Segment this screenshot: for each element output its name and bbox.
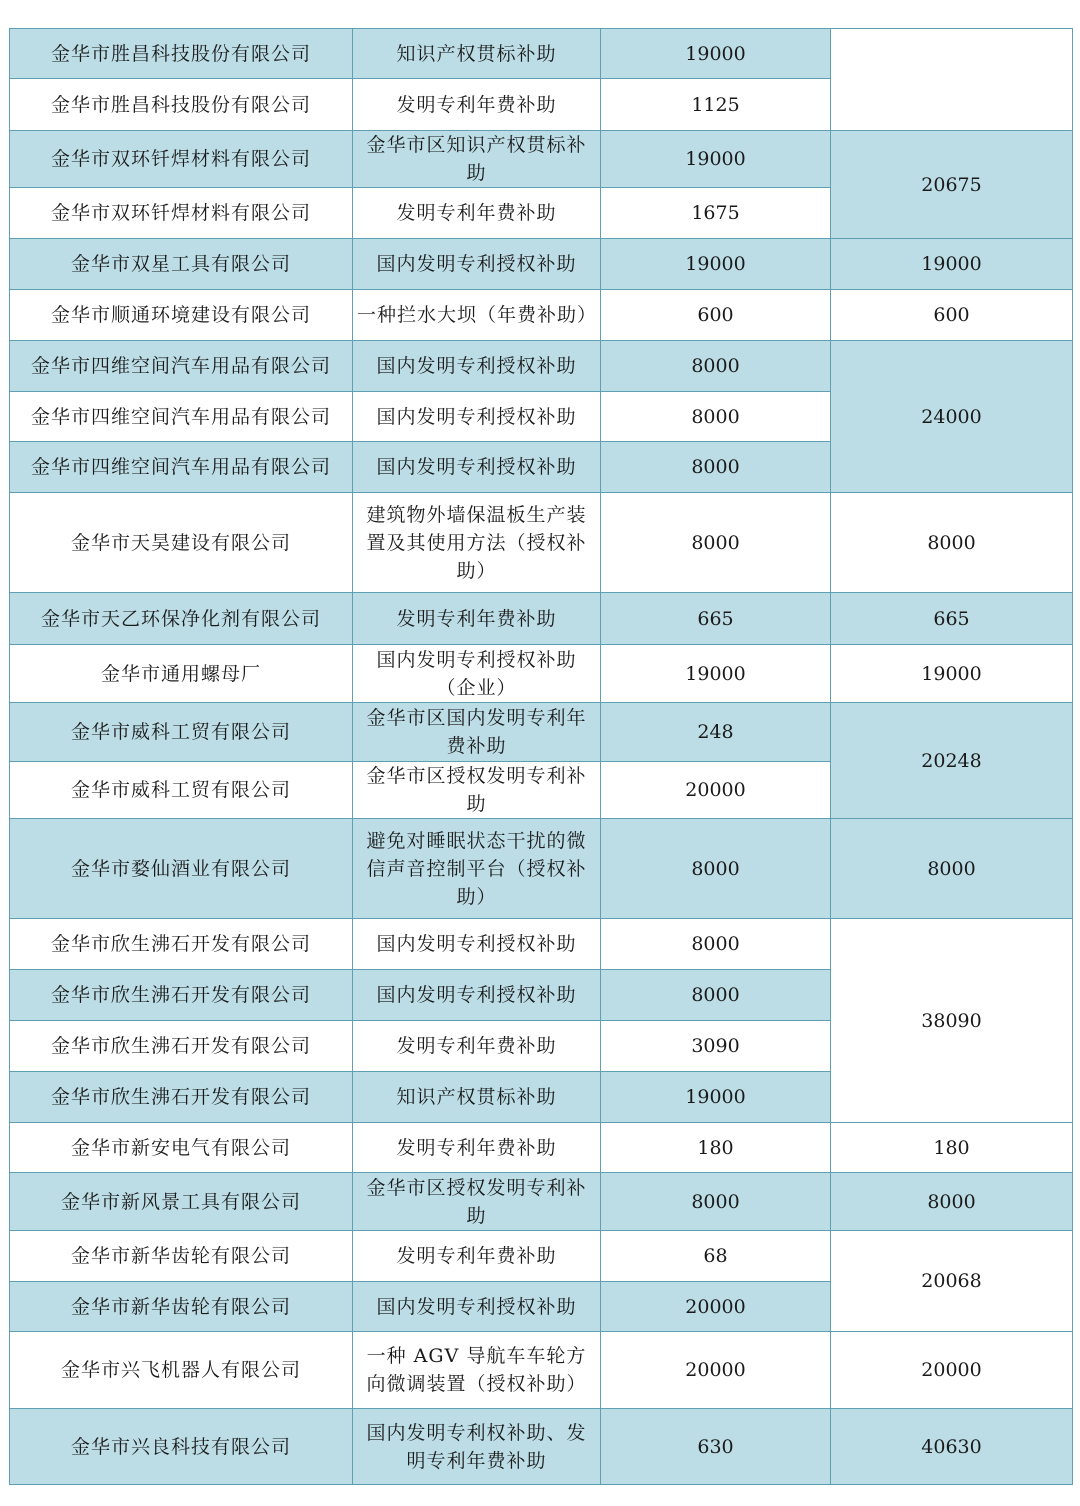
table-row	[10, 290, 1073, 341]
total-cell: 20675	[831, 131, 1073, 239]
subsidy-item-cell: 国内发明专利授权补助	[353, 239, 601, 290]
company-cell: 金华市四维空间汽车用品有限公司	[10, 392, 353, 442]
total-cell: 665	[831, 593, 1073, 645]
subsidy-item-cell: 发明专利年费补助	[353, 1123, 601, 1173]
table-row	[10, 493, 1073, 593]
subsidy-item-cell: 国内发明专利授权补助	[353, 1282, 601, 1332]
amount-cell: 8000	[601, 442, 831, 493]
amount-cell: 1125	[601, 79, 831, 131]
amount-cell: 8000	[601, 392, 831, 442]
amount-cell: 665	[601, 593, 831, 645]
amount-cell: 180	[601, 1123, 831, 1173]
company-cell: 金华市欣生沸石开发有限公司	[10, 1021, 353, 1072]
company-cell: 金华市天昊建设有限公司	[10, 493, 353, 593]
subsidy-item-cell: 金华市区国内发明专利年费补助	[353, 703, 601, 762]
company-cell: 金华市通用螺母厂	[10, 645, 353, 703]
total-cell: 20068	[831, 1231, 1073, 1332]
total-cell	[831, 29, 1073, 131]
subsidy-item-cell: 金华市区授权发明专利补助	[353, 762, 601, 819]
amount-cell: 8000	[601, 493, 831, 593]
company-cell: 金华市新风景工具有限公司	[10, 1173, 353, 1231]
company-cell: 金华市婺仙酒业有限公司	[10, 819, 353, 919]
subsidy-item-cell: 发明专利年费补助	[353, 593, 601, 645]
company-cell: 金华市威科工贸有限公司	[10, 703, 353, 762]
table-row	[10, 239, 1073, 290]
total-cell: 40630	[831, 1409, 1073, 1485]
amount-cell: 600	[601, 290, 831, 341]
subsidy-item-cell: 国内发明专利授权补助	[353, 341, 601, 392]
table-row	[10, 645, 1073, 703]
table-row	[10, 1123, 1073, 1173]
subsidy-item-cell: 一种 AGV 导航车车轮方向微调装置（授权补助）	[353, 1332, 601, 1409]
total-cell: 600	[831, 290, 1073, 341]
company-cell: 金华市四维空间汽车用品有限公司	[10, 442, 353, 493]
table-row	[10, 131, 1073, 188]
total-cell: 180	[831, 1123, 1073, 1173]
amount-cell: 8000	[601, 970, 831, 1021]
subsidy-item-cell: 金华市区知识产权贯标补助	[353, 131, 601, 188]
company-cell: 金华市顺通环境建设有限公司	[10, 290, 353, 341]
total-cell: 8000	[831, 1173, 1073, 1231]
total-cell: 8000	[831, 819, 1073, 919]
company-cell: 金华市双星工具有限公司	[10, 239, 353, 290]
table-row	[10, 919, 1073, 970]
subsidy-item-cell: 国内发明专利授权补助	[353, 919, 601, 970]
subsidy-item-cell: 知识产权贯标补助	[353, 1072, 601, 1123]
table-row	[10, 1231, 1073, 1282]
company-cell: 金华市欣生沸石开发有限公司	[10, 919, 353, 970]
subsidy-item-cell: 建筑物外墙保温板生产装置及其使用方法（授权补助）	[353, 493, 601, 593]
company-cell: 金华市胜昌科技股份有限公司	[10, 29, 353, 79]
total-cell: 20000	[831, 1332, 1073, 1409]
total-cell: 20248	[831, 703, 1073, 819]
company-cell: 金华市胜昌科技股份有限公司	[10, 79, 353, 131]
subsidy-item-cell: 国内发明专利授权补助	[353, 970, 601, 1021]
company-cell: 金华市双环钎焊材料有限公司	[10, 131, 353, 188]
subsidy-item-cell: 国内发明专利授权补助	[353, 442, 601, 493]
company-cell: 金华市欣生沸石开发有限公司	[10, 1072, 353, 1123]
amount-cell: 3090	[601, 1021, 831, 1072]
amount-cell: 630	[601, 1409, 831, 1485]
company-cell: 金华市天乙环保净化剂有限公司	[10, 593, 353, 645]
amount-cell: 20000	[601, 1282, 831, 1332]
amount-cell: 8000	[601, 919, 831, 970]
total-cell: 24000	[831, 341, 1073, 493]
amount-cell: 20000	[601, 762, 831, 819]
subsidy-item-cell: 知识产权贯标补助	[353, 29, 601, 79]
table-row	[10, 703, 1073, 762]
amount-cell: 8000	[601, 1173, 831, 1231]
subsidy-item-cell: 金华市区授权发明专利补助	[353, 1173, 601, 1231]
total-cell: 8000	[831, 493, 1073, 593]
company-cell: 金华市欣生沸石开发有限公司	[10, 970, 353, 1021]
subsidy-item-cell: 国内发明专利授权补助（企业）	[353, 645, 601, 703]
amount-cell: 19000	[601, 239, 831, 290]
table-row	[10, 1173, 1073, 1231]
table-row	[10, 819, 1073, 919]
company-cell: 金华市四维空间汽车用品有限公司	[10, 341, 353, 392]
amount-cell: 19000	[601, 29, 831, 79]
company-cell: 金华市威科工贸有限公司	[10, 762, 353, 819]
amount-cell: 20000	[601, 1332, 831, 1409]
company-cell: 金华市新华齿轮有限公司	[10, 1231, 353, 1282]
table-row	[10, 1409, 1073, 1485]
total-cell: 19000	[831, 645, 1073, 703]
table-row	[10, 29, 1073, 79]
amount-cell: 8000	[601, 819, 831, 919]
subsidy-item-cell: 一种拦水大坝（年费补助）	[353, 290, 601, 341]
company-cell: 金华市兴飞机器人有限公司	[10, 1332, 353, 1409]
subsidy-item-cell: 避免对睡眠状态干扰的微信声音控制平台（授权补助）	[353, 819, 601, 919]
company-cell: 金华市新安电气有限公司	[10, 1123, 353, 1173]
subsidy-item-cell: 发明专利年费补助	[353, 1231, 601, 1282]
amount-cell: 68	[601, 1231, 831, 1282]
total-cell: 19000	[831, 239, 1073, 290]
amount-cell: 8000	[601, 341, 831, 392]
subsidy-item-cell: 发明专利年费补助	[353, 1021, 601, 1072]
total-cell: 38090	[831, 919, 1073, 1123]
company-cell: 金华市双环钎焊材料有限公司	[10, 188, 353, 239]
table-row	[10, 593, 1073, 645]
amount-cell: 1675	[601, 188, 831, 239]
table-row	[10, 341, 1073, 392]
subsidy-item-cell: 国内发明专利权补助、发明专利年费补助	[353, 1409, 601, 1485]
amount-cell: 19000	[601, 131, 831, 188]
subsidy-table	[9, 28, 1073, 1485]
company-cell: 金华市新华齿轮有限公司	[10, 1282, 353, 1332]
subsidy-item-cell: 国内发明专利授权补助	[353, 392, 601, 442]
amount-cell: 248	[601, 703, 831, 762]
company-cell: 金华市兴良科技有限公司	[10, 1409, 353, 1485]
amount-cell: 19000	[601, 1072, 831, 1123]
table-row	[10, 1332, 1073, 1409]
subsidy-item-cell: 发明专利年费补助	[353, 79, 601, 131]
amount-cell: 19000	[601, 645, 831, 703]
subsidy-item-cell: 发明专利年费补助	[353, 188, 601, 239]
